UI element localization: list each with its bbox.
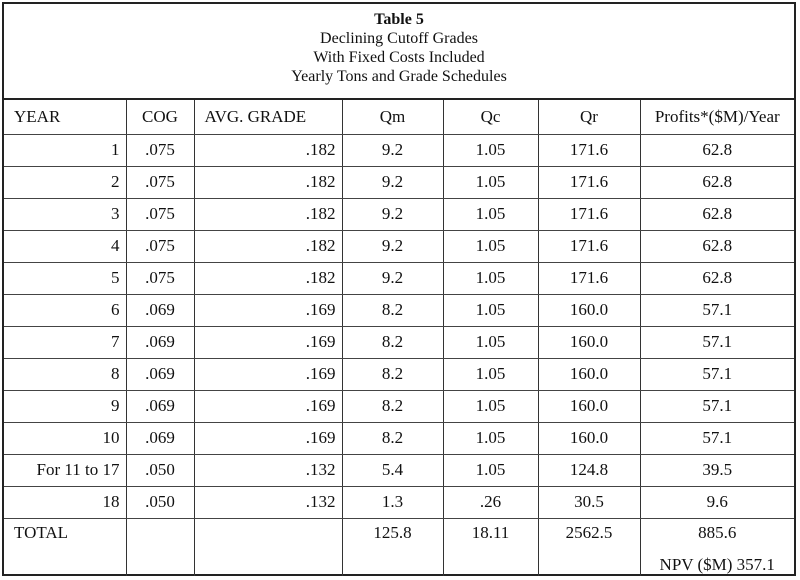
cell-qr: 171.6 [538,134,640,166]
cell-qm: 8.2 [342,326,443,358]
total-cog [126,518,194,576]
table-row [4,358,794,390]
cell-profits: 39.5 [640,454,794,486]
total-avg-grade [194,518,342,576]
cell-profits: 57.1 [640,390,794,422]
total-label: TOTAL [4,518,126,576]
cell-qr: 124.8 [538,454,640,486]
cell-qm: 8.2 [342,294,443,326]
cell-avg-grade: .169 [194,358,342,390]
table-subtitle-2: Yearly Tons and Grade Schedules [291,68,507,85]
table-row [4,198,794,230]
cell-cog: .069 [126,390,194,422]
cell-qr: 160.0 [538,358,640,390]
cell-profits: 9.6 [640,486,794,518]
cell-qm: 9.2 [342,230,443,262]
cell-year: 10 [4,422,126,454]
cell-cog: .050 [126,454,194,486]
cell-profits: 57.1 [640,422,794,454]
cell-cog: .075 [126,166,194,198]
cell-profits: 62.8 [640,230,794,262]
col-header-qr: Qr [538,100,640,134]
total-profits-value: 885.6 [698,522,737,542]
cell-avg-grade: .182 [194,198,342,230]
table-title-block [4,4,794,100]
cell-qr: 160.0 [538,294,640,326]
cell-avg-grade: .132 [194,454,342,486]
col-header-cog: COG [126,100,194,134]
table-row [4,454,794,486]
cell-profits: 62.8 [640,262,794,294]
cell-cog: .069 [126,294,194,326]
cell-qm: 1.3 [342,486,443,518]
cell-profits: 62.8 [640,134,794,166]
cell-year: 8 [4,358,126,390]
cell-qc: 1.05 [443,134,538,166]
cell-avg-grade: .132 [194,486,342,518]
cell-year: 7 [4,326,126,358]
cell-qr: 171.6 [538,166,640,198]
cell-qm: 5.4 [342,454,443,486]
cell-qc: 1.05 [443,390,538,422]
total-qm: 125.8 [342,518,443,576]
cell-qr: 160.0 [538,390,640,422]
cell-year: 9 [4,390,126,422]
cell-avg-grade: .169 [194,390,342,422]
total-row [4,518,794,576]
cell-year: For 11 to 17 [4,454,126,486]
total-qr: 2562.5 [538,518,640,576]
cell-qr: 160.0 [538,422,640,454]
col-header-qm: Qm [342,100,443,134]
cell-avg-grade: .182 [194,166,342,198]
cell-qr: 171.6 [538,198,640,230]
cell-profits: 57.1 [640,294,794,326]
cell-qm: 9.2 [342,134,443,166]
col-header-year: YEAR [4,100,126,134]
cell-cog: .075 [126,230,194,262]
table-row [4,486,794,518]
cell-qm: 9.2 [342,198,443,230]
cell-avg-grade: .182 [194,134,342,166]
cell-qr: 171.6 [538,230,640,262]
cell-avg-grade: .169 [194,326,342,358]
cell-year: 5 [4,262,126,294]
cell-cog: .075 [126,262,194,294]
cell-qm: 8.2 [342,358,443,390]
cell-profits: 62.8 [640,198,794,230]
table-row [4,230,794,262]
cell-qr: 160.0 [538,326,640,358]
total-profits [640,518,794,576]
table-row [4,422,794,454]
table-frame [2,2,796,576]
table-title: Declining Cutoff Grades [320,30,478,47]
cell-qc: 1.05 [443,422,538,454]
cell-cog: .075 [126,134,194,166]
cell-qc: 1.05 [443,198,538,230]
cell-qc: .26 [443,486,538,518]
cell-qc: 1.05 [443,262,538,294]
cell-year: 4 [4,230,126,262]
cell-cog: .069 [126,326,194,358]
total-qc: 18.11 [443,518,538,576]
cell-year: 2 [4,166,126,198]
col-header-qc: Qc [443,100,538,134]
cell-cog: .069 [126,422,194,454]
cell-avg-grade: .169 [194,294,342,326]
cell-year: 3 [4,198,126,230]
cell-profits: 57.1 [640,358,794,390]
cell-qr: 171.6 [538,262,640,294]
cell-qr: 30.5 [538,486,640,518]
col-header-avg-grade: AVG. GRADE [194,100,342,134]
cell-year: 6 [4,294,126,326]
npv-value: NPV ($M) 357.1 [659,554,775,574]
cell-year: 1 [4,134,126,166]
cell-qc: 1.05 [443,326,538,358]
table-row [4,294,794,326]
cell-qc: 1.05 [443,294,538,326]
cell-qm: 9.2 [342,262,443,294]
table-subtitle: With Fixed Costs Included [313,49,485,66]
cell-qm: 8.2 [342,390,443,422]
header-row [4,100,794,134]
cell-avg-grade: .182 [194,262,342,294]
cell-qc: 1.05 [443,166,538,198]
table-row [4,134,794,166]
cell-avg-grade: .182 [194,230,342,262]
cell-qm: 9.2 [342,166,443,198]
cell-year: 18 [4,486,126,518]
cell-avg-grade: .169 [194,422,342,454]
cell-qc: 1.05 [443,230,538,262]
table-row [4,326,794,358]
cell-cog: .075 [126,198,194,230]
table-row [4,390,794,422]
cell-cog: .050 [126,486,194,518]
cell-qm: 8.2 [342,422,443,454]
cell-profits: 57.1 [640,326,794,358]
table-row [4,262,794,294]
cell-profits: 62.8 [640,166,794,198]
cell-qc: 1.05 [443,358,538,390]
cell-qc: 1.05 [443,454,538,486]
cell-cog: .069 [126,358,194,390]
col-header-profits: Profits*($M)/Year [640,100,794,134]
table-row [4,166,794,198]
table-number: Table 5 [374,11,424,28]
schedule-table [4,100,794,576]
